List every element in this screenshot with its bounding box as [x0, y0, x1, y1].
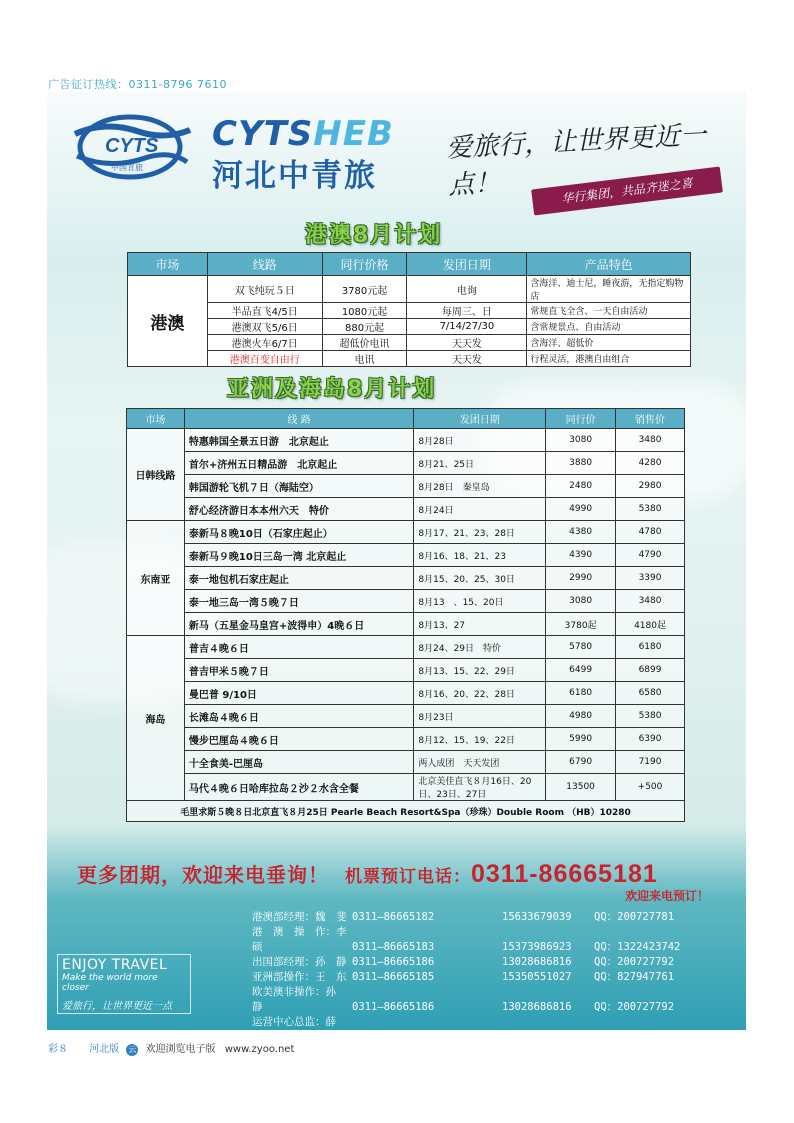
contact-qq: QQ：200727792: [594, 956, 675, 968]
date-cell: 电询: [407, 276, 527, 303]
table-row: [127, 567, 685, 590]
brand-english: [212, 114, 394, 154]
contact-office: 0311—86665182: [352, 911, 435, 923]
contact-row: [252, 985, 680, 1015]
page-footer: [48, 1040, 294, 1056]
sale-price-cell: 6580: [616, 682, 685, 705]
table-row: [128, 335, 691, 351]
sale-price-cell: +500: [616, 774, 685, 801]
route-cell: 半品直飞4/5日: [207, 303, 322, 319]
brand-cyts: CYTS: [212, 114, 314, 154]
route-cell: 普吉甲米５晚７日: [184, 659, 414, 682]
route-cell: 慢步巴厘岛４晚６日: [184, 728, 414, 751]
table-row: [127, 636, 685, 659]
route-cell: 泰一地三岛一湾５晚７日: [184, 590, 414, 613]
table-row: [127, 498, 685, 521]
price-cell: 超低价电讯: [322, 335, 407, 351]
sale-price-cell: 3480: [616, 590, 685, 613]
svg-text:CYTS: CYTS: [105, 135, 159, 157]
contact-mobile: 13028686816: [502, 1001, 572, 1013]
contact-mobile: 15373986923: [502, 941, 572, 953]
peer-price-cell: 3080: [546, 429, 616, 452]
sale-price-cell: 3480: [616, 429, 685, 452]
feature-cell: 含常规景点、自由活动: [527, 319, 691, 335]
route-cell: 泰一地包机石家庄起止: [184, 567, 414, 590]
date-cell: 天天发: [407, 351, 527, 367]
dates-cell: 8月13 、15、20日: [414, 590, 546, 613]
dates-cell: 8月15、20、25、30日: [414, 567, 546, 590]
contact-row: [252, 1015, 680, 1030]
sale-price-cell: 4790: [616, 544, 685, 567]
peer-price-cell: 4380: [546, 521, 616, 544]
peer-price-cell: 5990: [546, 728, 616, 751]
slogan-ribbon: 华行集团，共品齐迷之喜: [531, 167, 723, 216]
price-cell: 880元起: [322, 319, 407, 335]
feature-cell: 行程灵活，港澳自由组合: [527, 351, 691, 367]
table-row: [127, 682, 685, 705]
promo-line: [77, 859, 658, 889]
table-row: [127, 521, 685, 544]
brand-chinese: 河北中青旅: [212, 158, 377, 194]
dates-cell: 8月21、25日: [414, 452, 546, 475]
sale-price-cell: 4780: [616, 521, 685, 544]
market-cell: 港澳: [128, 276, 208, 367]
sale-price-cell: 3390: [616, 567, 685, 590]
table-header-row: [128, 253, 691, 276]
sale-price-cell: 4280: [616, 452, 685, 475]
table-row: [127, 705, 685, 728]
column-header: 发团日期: [407, 253, 527, 276]
contact-office: 0311—86665185: [352, 971, 435, 983]
table-row: [127, 659, 685, 682]
hk-macau-table: [127, 252, 691, 367]
dates-cell: 8月28日 秦皇岛: [414, 475, 546, 498]
route-cell: 港澳双飞5/6日: [207, 319, 322, 335]
dates-cell: 8月12、15、19、22日: [414, 728, 546, 751]
date-cell: 每周三、日: [407, 303, 527, 319]
contact-role: 港 澳 操 作：李 硕: [252, 926, 357, 953]
dates-cell: 北京美佳直飞８月16日、20日、23日、27日: [414, 774, 546, 801]
brand-heb: HEB: [313, 114, 394, 154]
route-cell: 新马（五星金马皇宫+波得申）4晚６日: [184, 613, 414, 636]
site-badge-icon: 云: [128, 1045, 137, 1054]
contact-list: [252, 910, 680, 1030]
column-header: 线 路: [184, 409, 414, 429]
peer-price-cell: 3780起: [546, 613, 616, 636]
peer-price-cell: 3880: [546, 452, 616, 475]
dates-cell: 两人成团 天天发团: [414, 751, 546, 774]
contact-office: 0311—86665183: [352, 941, 435, 953]
peer-price-cell: 2480: [546, 475, 616, 498]
table-row: [128, 303, 691, 319]
market-cell: 东南亚: [127, 521, 185, 636]
table-row: [127, 613, 685, 636]
peer-price-cell: 4390: [546, 544, 616, 567]
table-row: [127, 429, 685, 452]
enjoy-script: 爱旅行，让世界更近一点: [62, 1001, 172, 1012]
contact-row: [252, 925, 680, 955]
sale-price-cell: 2980: [616, 475, 685, 498]
contact-mobile: 15350551027: [502, 971, 572, 983]
peer-price-cell: 6499: [546, 659, 616, 682]
enjoy-subtitle: Make the world more closer: [62, 973, 158, 993]
feature-cell: 含海洋、迪士尼，睡夜游，无指定购物店: [527, 276, 691, 303]
route-cell: 港澳火车6/7日: [207, 335, 322, 351]
table-row: [127, 728, 685, 751]
table-row: [127, 452, 685, 475]
dates-cell: 8月24、29日 特价: [414, 636, 546, 659]
contact-office: 0311—86665186: [352, 956, 435, 968]
contact-role: 亚洲部操作：王 东: [252, 971, 347, 983]
table-row: [127, 544, 685, 567]
route-cell: 首尔+济州五日精品游 北京起止: [184, 452, 414, 475]
emblem-text: 中国青旅: [111, 163, 143, 172]
contact-office: 0311—86665186: [352, 1001, 435, 1013]
dates-cell: 8月16、20、22、28日: [414, 682, 546, 705]
dates-cell: 8月17、21、23、28日: [414, 521, 546, 544]
slogan: 爱旅行，让世界更近一点！: [445, 120, 707, 201]
route-cell: 长滩岛４晚６日: [184, 705, 414, 728]
route-cell: 港澳百变自由行: [207, 351, 322, 367]
table-row: [128, 319, 691, 335]
asia-table-body: [127, 429, 685, 801]
sale-price-cell: 7190: [616, 751, 685, 774]
route-cell: 泰新马８晚10日（石家庄起止）: [184, 521, 414, 544]
sale-price-cell: 6899: [616, 659, 685, 682]
column-header: 市场: [127, 409, 185, 429]
peer-price-cell: 4980: [546, 705, 616, 728]
date-cell: 7/14/27/30: [407, 319, 527, 335]
peer-price-cell: 6790: [546, 751, 616, 774]
contact-mobile: 15633679039: [502, 911, 572, 923]
route-cell: 曼巴普 9/10日: [184, 682, 414, 705]
column-header: 线路: [207, 253, 322, 276]
peer-price-cell: 13500: [546, 774, 616, 801]
route-cell: 特惠韩国全景五日游 北京起止: [184, 429, 414, 452]
sale-price-cell: 6390: [616, 728, 685, 751]
contact-role: 出国部经理：孙 静: [252, 956, 347, 968]
contact-role: 运营中心总监：薛: [252, 1016, 336, 1028]
footer-url[interactable]: www.zyoo.net: [224, 1044, 295, 1055]
dates-cell: 8月16、18、21、23: [414, 544, 546, 567]
dates-cell: 8月28日: [414, 429, 546, 452]
asia-islands-table: [126, 408, 685, 822]
market-cell: 海岛: [127, 636, 185, 801]
table-row: [127, 774, 685, 801]
route-cell: 韩国游轮飞机７日（海陆空）: [184, 475, 414, 498]
sale-price-cell: 5380: [616, 705, 685, 728]
enjoy-title: ENJOY TRAVEL: [62, 957, 168, 973]
peer-price-cell: 3080: [546, 590, 616, 613]
route-cell: 普吉４晚６日: [184, 636, 414, 659]
hk-section-title: 港澳8月计划: [305, 223, 443, 248]
contact-row: [252, 910, 680, 925]
contact-row: [252, 970, 680, 985]
dates-cell: 8月23日: [414, 705, 546, 728]
peer-price-cell: 2990: [546, 567, 616, 590]
market-cell: 日韩线路: [127, 429, 185, 521]
route-cell: 舒心经济游日本本州六天 特价: [184, 498, 414, 521]
advertisement-sheet: [47, 92, 746, 1030]
route-cell: 马代４晚６日哈库拉岛２沙２水含全餐: [184, 774, 414, 801]
table-row: [128, 276, 691, 303]
feature-cell: 常规直飞全含、一天自由活动: [527, 303, 691, 319]
route-cell: 双飞纯玩５日: [207, 276, 322, 303]
route-cell: 泰新马９晚10日三岛一湾 北京起止: [184, 544, 414, 567]
sale-price-cell: 4180起: [616, 613, 685, 636]
price-cell: 电讯: [322, 351, 407, 367]
column-header: 同行价: [546, 409, 616, 429]
ticket-phone: 0311-86665181: [471, 860, 658, 888]
page-number: 彩８: [48, 1044, 68, 1055]
table-header-row: [127, 409, 685, 429]
more-dates-text: 更多团期，欢迎来电垂询！: [77, 863, 329, 887]
contact-qq: QQ：200727792: [594, 1001, 675, 1013]
table-row: [128, 351, 691, 367]
footer-welcome: 欢迎浏览电子版: [145, 1044, 216, 1055]
edition-label: 河北版: [89, 1044, 120, 1055]
column-header: 同行价格: [322, 253, 407, 276]
contact-qq: QQ：1322423742: [594, 941, 681, 953]
welcome-text: 欢迎来电预订！: [625, 889, 710, 903]
table-row: [127, 751, 685, 774]
ticket-label: 机票预订电话：: [345, 867, 471, 887]
cyts-globe-logo-icon: [65, 112, 195, 182]
dates-cell: 8月13、27: [414, 613, 546, 636]
contact-mobile: 13028686816: [502, 956, 572, 968]
dates-cell: 8月13、15、22、29日: [414, 659, 546, 682]
note-cell: 毛里求斯５晚８日北京直飞８月25日 Pearle Beach Resort&Spa（珍珠）Double Room （HB）10280: [127, 801, 685, 822]
peer-price-cell: 5780: [546, 636, 616, 659]
column-header: 产品特色: [527, 253, 691, 276]
note-row: [127, 801, 685, 822]
contact-row: [252, 955, 680, 970]
price-cell: 3780元起: [322, 276, 407, 303]
price-cell: 1080元起: [322, 303, 407, 319]
contact-role: 港澳部经理：魏 斐: [252, 911, 347, 923]
contact-qq: QQ：200727781: [594, 911, 675, 923]
enjoy-travel-box: [57, 954, 191, 1014]
top-hotline: 广告征订热线：0311-8796 7610: [48, 78, 227, 91]
column-header: 销售价: [616, 409, 685, 429]
asia-section-title: 亚洲及海岛8月计划: [227, 377, 437, 402]
date-cell: 天天发: [407, 335, 527, 351]
route-cell: 十全食美-巴厘岛: [184, 751, 414, 774]
sale-price-cell: 5380: [616, 498, 685, 521]
peer-price-cell: 4990: [546, 498, 616, 521]
dates-cell: 8月24日: [414, 498, 546, 521]
feature-cell: 含海洋、超低价: [527, 335, 691, 351]
contact-qq: QQ：827947761: [594, 971, 675, 983]
column-header: 市场: [128, 253, 208, 276]
table-row: [127, 590, 685, 613]
sale-price-cell: 6180: [616, 636, 685, 659]
contact-role: 欧美澳非操作：孙 静: [252, 986, 347, 1013]
peer-price-cell: 6180: [546, 682, 616, 705]
column-header: 发团日期: [414, 409, 546, 429]
header: [47, 92, 746, 204]
table-row: [127, 475, 685, 498]
